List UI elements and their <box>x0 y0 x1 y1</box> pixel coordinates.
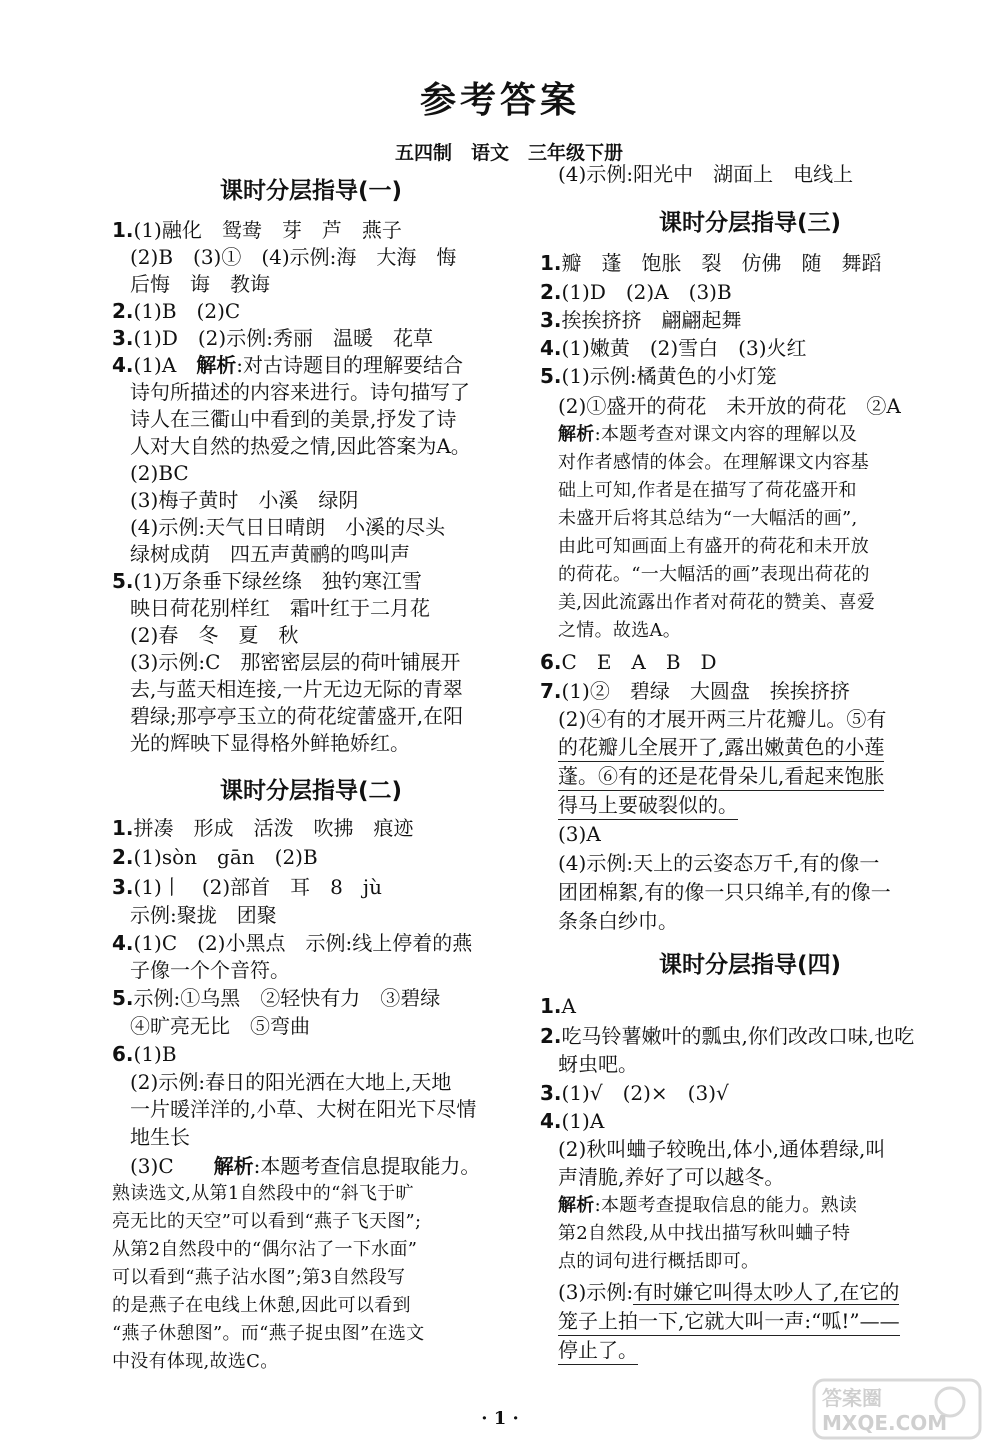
answer-line: 5.示例:①乌黑 ②轻快有力 ③碧绿 <box>112 986 441 1010</box>
answer-line: 诗人在三衢山中看到的美景,抒发了诗 <box>130 407 457 431</box>
answer-line: (3)A <box>558 822 601 846</box>
answer-line: 亮无比的天空”可以看到“燕子飞天图”; <box>112 1211 422 1232</box>
answer-line: 去,与蓝天相连接,一片无边无际的青翠 <box>130 677 463 701</box>
section-heading-2: 课时分层指导(二) <box>219 778 403 804</box>
answer-line: 光的辉映下显得格外鲜艳娇红。 <box>130 731 410 755</box>
answer-line: 2.(1)D (2)A (3)B <box>540 280 732 304</box>
answer-line: 1.瓣 蓬 饱胀 裂 仿佛 随 舞蹈 <box>540 251 882 275</box>
page-number: · 1 · <box>481 1408 519 1429</box>
answer-line: (4)示例:阳光中 湖面上 电线上 <box>558 162 854 186</box>
answer-line: 绿树成荫 四五声黄鹂的鸣叫声 <box>130 542 410 566</box>
answer-line: (4)示例:天上的云姿态万千,有的像一 <box>558 851 880 875</box>
answer-line: (2)①盛开的荷花 未开放的荷花 ②A <box>558 394 901 418</box>
answer-line: 解析:本题考查对课文内容的理解以及 <box>558 424 858 445</box>
answer-line: 4.(1)A <box>540 1109 605 1133</box>
answer-line: (4)示例:天气日日晴朗 小溪的尽头 <box>130 515 446 539</box>
answer-line: 从第2自然段中的“偶尔沾了一下水面” <box>112 1239 418 1260</box>
answer-line: (2)春 冬 夏 秋 <box>130 623 299 647</box>
underlined-answer-line: 的花瓣儿全展开了,露出嫩黄色的小莲 <box>558 733 884 762</box>
answer-line: 之情。故选A。 <box>558 620 682 641</box>
answer-line: 4.(1)C (2)小黑点 示例:线上停着的燕 <box>112 931 473 955</box>
answer-line: (2)秋叫蛐子较晚出,体小,通体碧绿,叫 <box>558 1137 886 1161</box>
answer-line: 人对大自然的热爱之情,因此答案为A。 <box>130 434 471 458</box>
answer-line: 一片暖洋洋的,小草、大树在阳光下尽情 <box>130 1097 477 1121</box>
answer-line: 条条白纱巾。 <box>558 909 678 933</box>
answer-line: 2.(1)sòn gān (2)B <box>112 845 318 869</box>
answer-line: 2.吃马铃薯嫩叶的瓢虫,你们改改口味,也吃 <box>540 1024 915 1048</box>
answer-line: 3.挨挨挤挤 翩翩起舞 <box>540 308 742 332</box>
answer-line: 团团棉絮,有的像一只只绵羊,有的像一 <box>558 880 891 904</box>
section-heading-1: 课时分层指导(一) <box>219 178 403 204</box>
answer-line: 1.A <box>540 994 576 1018</box>
answer-line: 础上可知,作者是在描写了荷花盛开和 <box>558 480 857 501</box>
answer-line: 由此可知画面上有盛开的荷花和未开放 <box>558 536 870 557</box>
answer-line: 5.(1)示例:橘黄色的小灯笼 <box>540 364 777 388</box>
answer-line: 碧绿;那亭亭玉立的荷花绽蕾盛开,在阳 <box>130 704 464 728</box>
answer-line: (3)示例:有时嫌它叫得太吵人了,在它的 <box>558 1280 900 1304</box>
answer-line: 点的词句进行概括即可。 <box>558 1251 760 1272</box>
answer-line: (2)④有的才展开两三片花瓣儿。⑤有 <box>558 707 887 731</box>
answer-line: 诗句所描述的内容来进行。诗句描写了 <box>130 380 470 404</box>
answer-line: 蚜虫吧。 <box>558 1052 638 1076</box>
watermark-logo: 答案圈 MXQE.COM <box>812 1378 982 1440</box>
answer-line: 1.(1)融化 鸳鸯 芽 芦 燕子 <box>112 218 402 242</box>
answer-line: (3)梅子黄时 小溪 绿阴 <box>130 488 359 512</box>
answer-line: 后悔 诲 教诲 <box>130 272 270 296</box>
answer-line: 1.拼凑 形成 活泼 吹拂 痕迹 <box>112 816 414 840</box>
underlined-answer-line: 蓬。⑥有的还是花骨朵儿,看起来饱胀 <box>558 762 884 791</box>
underlined-answer-line: 笼子上拍一下,它就大叫一声:“呱!”—— <box>558 1307 900 1336</box>
answer-line: 熟读选文,从第1自然段中的“斜飞于旷 <box>112 1183 414 1204</box>
answer-line: 的是燕子在电线上休憩,因此可以看到 <box>112 1295 411 1316</box>
subtitle: 五四制 语文 三年级下册 <box>395 142 624 164</box>
answer-line: 4.(1)A 解析:对古诗题目的理解要结合 <box>112 353 464 377</box>
section-heading-3: 课时分层指导(三) <box>658 210 842 236</box>
answer-line: 3.(1)√ (2)× (3)√ <box>540 1081 729 1105</box>
underlined-answer-line: 停止了。 <box>558 1336 638 1365</box>
answer-line: 4.(1)嫩黄 (2)雪白 (3)火红 <box>540 336 807 360</box>
answer-line: 2.(1)B (2)C <box>112 299 241 323</box>
answer-line: 示例:聚拢 团聚 <box>130 903 277 927</box>
answer-line: (3)示例:C 那密密层层的荷叶铺展开 <box>130 650 461 674</box>
answer-line: 3.(1)丨 (2)部首 耳 8 jù <box>112 875 382 899</box>
page-title: 参考答案 <box>419 80 580 121</box>
answer-line: 解析:本题考查提取信息的能力。熟读 <box>558 1195 858 1216</box>
answer-line: 第2自然段,从中找出描写秋叫蛐子特 <box>558 1223 851 1244</box>
answer-line: ④旷亮无比 ⑤弯曲 <box>130 1014 310 1038</box>
answer-line: 可以看到“燕子沾水图”;第3自然段写 <box>112 1267 406 1288</box>
answer-line: 声清脆,养好了可以越冬。 <box>558 1165 785 1189</box>
answer-line: 未盛开后将其总结为“一大幅活的画”, <box>558 508 858 529</box>
answer-line: 地生长 <box>130 1125 190 1149</box>
answer-line: 6.(1)B <box>112 1042 177 1066</box>
answer-line: 中没有体现,故选C。 <box>112 1351 279 1372</box>
answer-line: 子像一个个音符。 <box>130 958 290 982</box>
answer-line: 6.C E A B D <box>540 650 717 674</box>
answer-line: 映日荷花别样红 霜叶红于二月花 <box>130 596 430 620</box>
answer-line: (3)C 解析:本题考查信息提取能力。 <box>130 1154 481 1178</box>
answer-line: 对作者感情的体会。在理解课文内容基 <box>558 452 870 473</box>
answer-line: 的荷花。“一大幅活的画”表现出荷花的 <box>558 564 870 585</box>
answer-line: (2)BC <box>130 461 189 485</box>
answer-line: (2)B (3)① (4)示例:海 大海 悔 <box>130 245 457 269</box>
underlined-answer-line: 得马上要破裂似的。 <box>558 791 738 820</box>
answer-line: 5.(1)万条垂下绿丝绦 独钓寒江雪 <box>112 569 422 593</box>
answer-line: (2)示例:春日的阳光洒在大地上,天地 <box>130 1070 452 1094</box>
answer-line: 3.(1)D (2)示例:秀丽 温暖 花草 <box>112 326 433 350</box>
answer-line: 7.(1)② 碧绿 大圆盘 挨挨挤挤 <box>540 679 850 703</box>
section-heading-4: 课时分层指导(四) <box>658 952 842 978</box>
answer-line: 美,因此流露出作者对荷花的赞美、喜爱 <box>558 592 876 613</box>
answer-line: “燕子休憩图”。而“燕子捉虫图”在选文 <box>112 1323 425 1344</box>
